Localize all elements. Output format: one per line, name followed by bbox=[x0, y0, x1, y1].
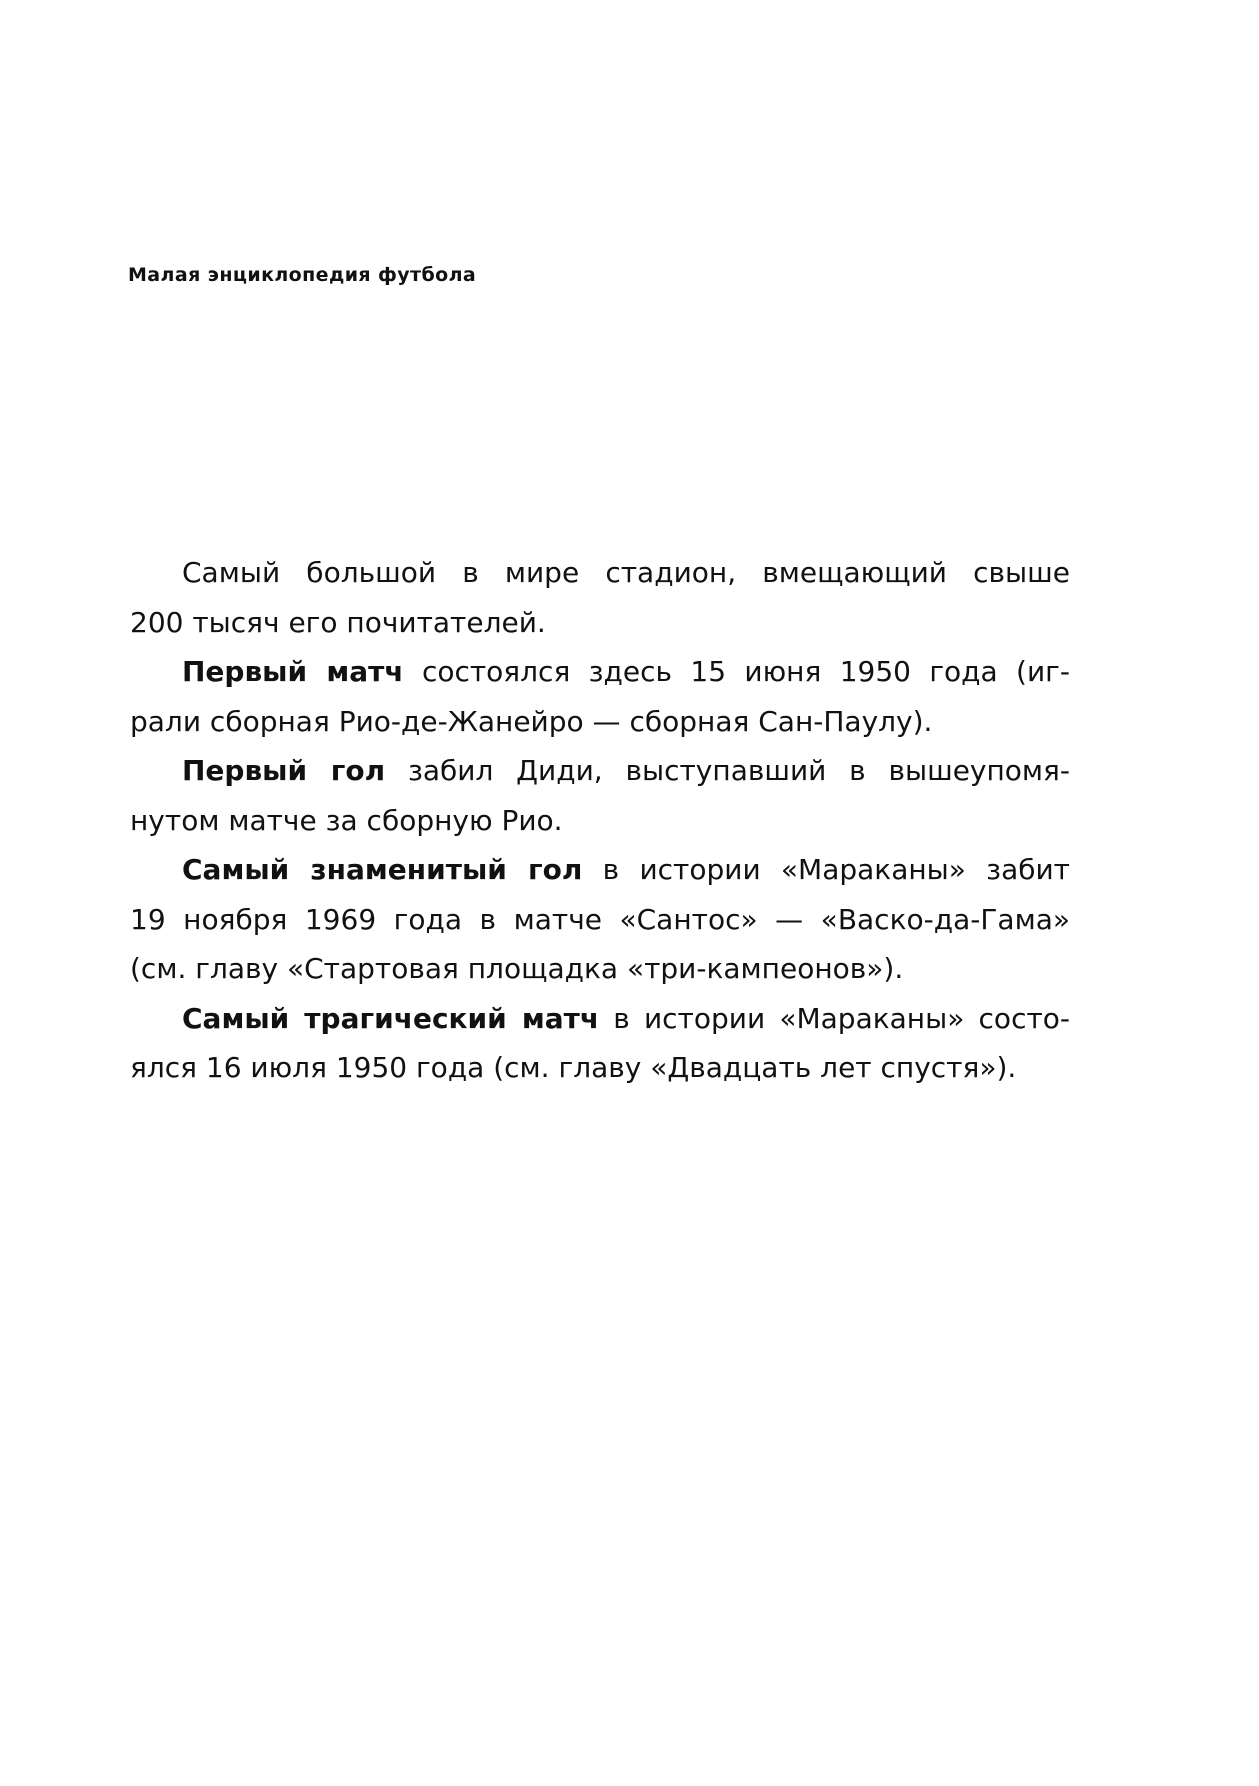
paragraph-tragic-match bbox=[130, 994, 1070, 1093]
running-head: Малая энциклопедия футбола bbox=[128, 264, 477, 286]
text-line bbox=[130, 796, 1070, 846]
line-text: 19 ноября 1969 года в матче «Сантос» — «Васко-да-Гама» bbox=[130, 902, 1070, 936]
paragraph-first-match bbox=[130, 647, 1070, 746]
paragraph-first-goal bbox=[130, 746, 1070, 845]
text-line bbox=[130, 1043, 1070, 1093]
paragraph-stadium-intro bbox=[130, 548, 1070, 647]
line-text: ялся 16 июля 1950 года (см. главу «Двадцать лет спустя»). bbox=[130, 1051, 1017, 1084]
line-text: нутом матче за сборную Рио. bbox=[130, 803, 563, 837]
text-line bbox=[130, 598, 1070, 648]
line-text: 200 тысяч его почитателей. bbox=[130, 605, 546, 639]
paragraph-famous-goal bbox=[130, 845, 1070, 994]
line-text: в истории «Мараканы» состо- bbox=[599, 1001, 1071, 1035]
text-line bbox=[130, 895, 1070, 945]
line-text: рали сборная Рио-де-Жанейро — сборная Сан-Паулу). bbox=[130, 704, 933, 738]
line-text: Самый большой в мире стадион, вмещающий свыше bbox=[182, 556, 1070, 589]
bold-term: Самый трагический матч bbox=[182, 1001, 600, 1035]
bold-term: Первый гол bbox=[182, 754, 386, 787]
text-line bbox=[130, 845, 1070, 895]
line-text: забил Диди, выступавший в вышеупомя- bbox=[385, 754, 1071, 787]
text-line bbox=[130, 548, 1070, 598]
line-text: состоялся здесь 15 июня 1950 года (иг- bbox=[403, 655, 1070, 688]
text-line bbox=[130, 944, 1070, 994]
bold-term: Первый матч bbox=[182, 655, 404, 688]
text-line bbox=[130, 647, 1070, 697]
article-body bbox=[130, 548, 1070, 1093]
text-line bbox=[130, 746, 1070, 796]
line-text: в истории «Мараканы» забит bbox=[582, 853, 1070, 886]
line-text: (см. главу «Стартовая площадка «три-кампеонов»). bbox=[130, 952, 904, 985]
text-line bbox=[130, 697, 1070, 747]
text-line bbox=[130, 994, 1070, 1044]
bold-term: Самый знаменитый гол bbox=[182, 853, 583, 886]
